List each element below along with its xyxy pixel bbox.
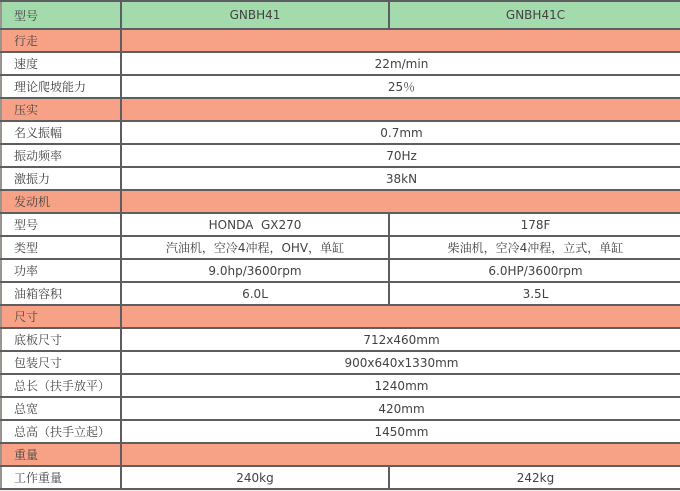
spec-label: 速度 — [1, 52, 121, 75]
spec-value-gnbh41c: 178F — [389, 213, 680, 236]
spec-value: 25％ — [121, 75, 680, 98]
spec-row — [1, 374, 680, 397]
spec-label: 振动频率 — [1, 144, 121, 167]
section-label: 发动机 — [1, 190, 121, 213]
section-label: 压实 — [1, 98, 121, 121]
spec-row — [1, 420, 680, 443]
spec-value: 1450mm — [121, 420, 680, 443]
spec-label: 总长（扶手放平） — [1, 374, 121, 397]
spec-value: 70Hz — [121, 144, 680, 167]
spec-value: 1240mm — [121, 374, 680, 397]
section-filler — [121, 98, 680, 121]
spec-label: 名义振幅 — [1, 121, 121, 144]
spec-value-gnbh41c: 3.5L — [389, 282, 680, 305]
spec-value: 900x640x1330mm — [121, 351, 680, 374]
spec-row — [1, 351, 680, 374]
spec-value-gnbh41c: 6.0HP/3600rpm — [389, 259, 680, 282]
spec-row — [1, 167, 680, 190]
section-filler — [121, 29, 680, 52]
spec-row — [1, 52, 680, 75]
spec-value: 420mm — [121, 397, 680, 420]
section-label: 行走 — [1, 29, 121, 52]
section-filler — [121, 443, 680, 466]
spec-row — [1, 397, 680, 420]
header-model-gnbh41: GNBH41 — [121, 1, 389, 29]
table-header-row — [1, 1, 680, 29]
section-row — [1, 190, 680, 213]
section-label: 尺寸 — [1, 305, 121, 328]
spec-row — [1, 282, 680, 305]
spec-row — [1, 259, 680, 282]
section-filler — [121, 305, 680, 328]
spec-value-gnbh41: 6.0L — [121, 282, 389, 305]
header-model-gnbh41c: GNBH41C — [389, 1, 680, 29]
spec-label: 底板尺寸 — [1, 328, 121, 351]
header-model-label: 型号 — [1, 1, 121, 29]
section-row — [1, 29, 680, 52]
spec-label: 功率 — [1, 259, 121, 282]
spec-label: 工作重量 — [1, 466, 121, 489]
spec-row — [1, 236, 680, 259]
section-filler — [121, 190, 680, 213]
spec-row — [1, 75, 680, 98]
spec-value-gnbh41: 9.0hp/3600rpm — [121, 259, 389, 282]
spec-label: 总高（扶手立起） — [1, 420, 121, 443]
spec-label: 总宽 — [1, 397, 121, 420]
spec-row — [1, 328, 680, 351]
spec-label: 型号 — [1, 213, 121, 236]
section-label: 重量 — [1, 443, 121, 466]
spec-label: 理论爬坡能力 — [1, 75, 121, 98]
spec-row — [1, 213, 680, 236]
spec-value: 0.7mm — [121, 121, 680, 144]
spec-value-gnbh41: HONDA GX270 — [121, 213, 389, 236]
spec-value: 22m/min — [121, 52, 680, 75]
spec-value-gnbh41c: 柴油机，空冷4冲程，立式，单缸 — [389, 236, 680, 259]
spec-label: 激振力 — [1, 167, 121, 190]
spec-row — [1, 121, 680, 144]
spec-row — [1, 466, 680, 489]
spec-label: 类型 — [1, 236, 121, 259]
spec-row — [1, 144, 680, 167]
section-row — [1, 443, 680, 466]
spec-value: 712x460mm — [121, 328, 680, 351]
spec-label: 油箱容积 — [1, 282, 121, 305]
spec-value-gnbh41: 汽油机，空冷4冲程，OHV，单缸 — [121, 236, 389, 259]
spec-label: 包装尺寸 — [1, 351, 121, 374]
spec-value-gnbh41: 240kg — [121, 466, 389, 489]
spec-value-gnbh41c: 242kg — [389, 466, 680, 489]
section-row — [1, 305, 680, 328]
spec-value: 38kN — [121, 167, 680, 190]
section-row — [1, 98, 680, 121]
